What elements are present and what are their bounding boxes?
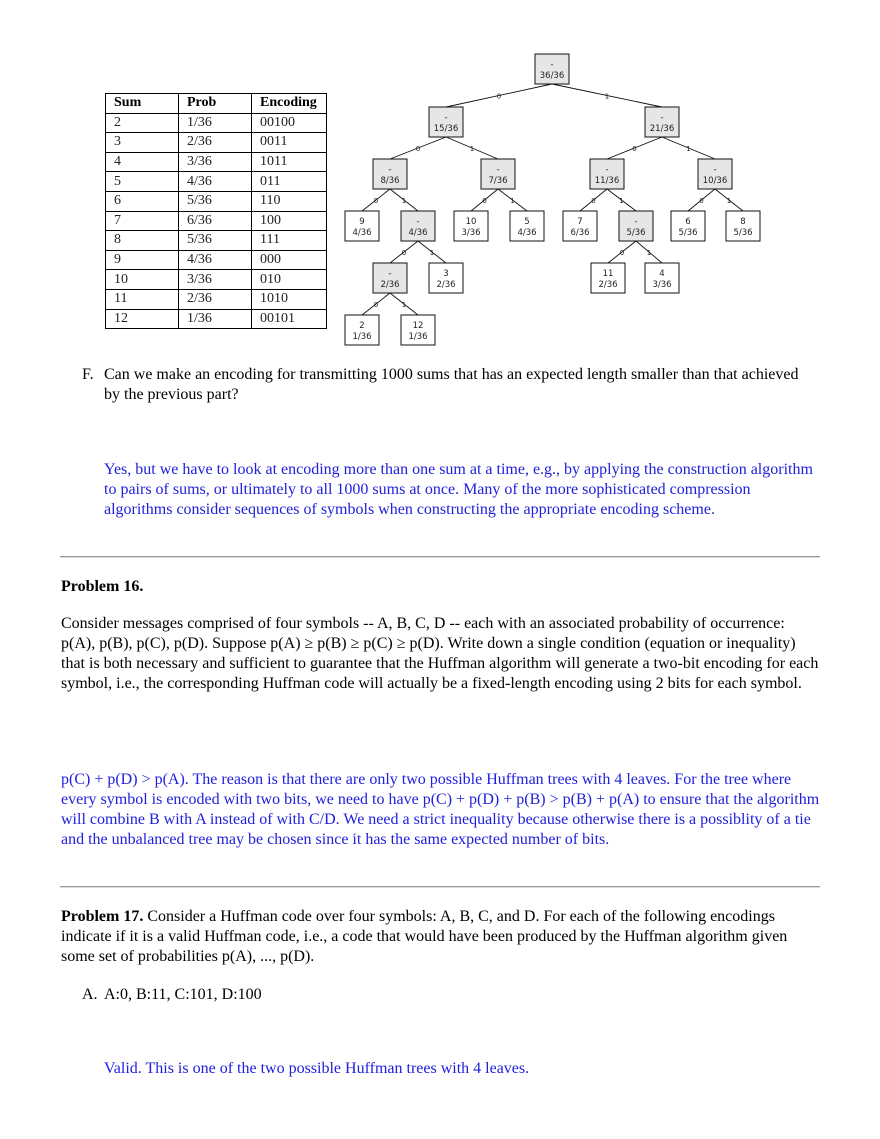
tree-node-probability: 1/36 — [352, 332, 372, 342]
tree-node — [345, 315, 379, 345]
table-cell-encoding: 100 — [252, 211, 327, 231]
tree-edge-label: 1 — [401, 301, 407, 309]
part-a-question: A:0, B:11, C:101, D:100 — [104, 986, 262, 1003]
tree-node — [429, 263, 463, 293]
tree-node-symbol: 11 — [602, 269, 614, 279]
tree-node — [454, 211, 488, 241]
tree-edge-label: 0 — [482, 197, 487, 205]
tree-node — [401, 211, 435, 241]
table-cell-encoding: 0011 — [252, 133, 327, 153]
tree-node — [645, 107, 679, 137]
table-row — [106, 211, 327, 231]
tree-node-symbol: - — [496, 165, 500, 175]
tree-edge-label: 1 — [469, 145, 475, 153]
tree-edge-label: 0 — [373, 197, 379, 205]
tree-node-symbol: - — [388, 269, 392, 279]
divider — [60, 886, 820, 888]
tree-node-probability: 3/36 — [461, 228, 481, 238]
problem-16-title: Problem 16. — [61, 578, 144, 595]
tree-node-symbol: 4 — [659, 269, 665, 279]
table-body — [106, 113, 327, 329]
table-cell-prob: 1/36 — [179, 309, 252, 329]
table-cell-encoding: 111 — [252, 231, 327, 251]
table-row — [106, 309, 327, 329]
table-cell-encoding: 1011 — [252, 152, 327, 172]
huffman-tree-diagram — [340, 50, 770, 350]
tree-node-symbol: - — [550, 60, 554, 70]
tree-node-probability: 2/36 — [598, 280, 618, 290]
tree-node — [563, 211, 597, 241]
table-cell-prob: 5/36 — [179, 191, 252, 211]
part-a-marker: A. — [82, 986, 98, 1003]
table-cell-sum: 4 — [106, 152, 179, 172]
tree-node-symbol: 7 — [577, 217, 583, 227]
tree-node-probability: 5/36 — [626, 228, 646, 238]
table-row — [106, 289, 327, 309]
tree-node — [698, 159, 732, 189]
table-row — [106, 191, 327, 211]
tree-edge-label: 1 — [510, 197, 515, 205]
tree-edge-label: 1 — [686, 145, 691, 153]
tree-node — [619, 211, 653, 241]
column-header-sum: Sum — [106, 94, 179, 114]
table-cell-encoding: 011 — [252, 172, 327, 192]
table-row — [106, 113, 327, 133]
tree-node-probability: 21/36 — [649, 124, 675, 134]
table-cell-encoding: 010 — [252, 270, 327, 290]
tree-node — [510, 211, 544, 241]
tree-node-symbol: 5 — [524, 217, 530, 227]
table-cell-prob: 4/36 — [179, 172, 252, 192]
tree-node-probability: 10/36 — [702, 176, 728, 186]
tree-node — [345, 211, 379, 241]
table-cell-prob: 1/36 — [179, 113, 252, 133]
tree-node-probability: 1/36 — [408, 332, 428, 342]
table-cell-encoding: 00100 — [252, 113, 327, 133]
tree-node-symbol: - — [444, 113, 448, 123]
table-cell-sum: 3 — [106, 133, 179, 153]
tree-node-symbol: - — [660, 113, 664, 123]
tree-node-probability: 3/36 — [652, 280, 672, 290]
tree-node-symbol: - — [388, 165, 392, 175]
table-cell-prob: 3/36 — [179, 152, 252, 172]
tree-node-symbol: 12 — [412, 321, 424, 331]
tree-node — [373, 263, 407, 293]
column-header-encoding: Encoding — [252, 94, 327, 114]
tree-node-probability: 5/36 — [733, 228, 753, 238]
tree-node-symbol: 6 — [685, 217, 691, 227]
table-cell-sum: 8 — [106, 231, 179, 251]
tree-node-probability: 2/36 — [380, 280, 400, 290]
table-row — [106, 152, 327, 172]
part-f-marker: F. — [82, 366, 94, 383]
tree-node — [535, 54, 569, 84]
problem-16-answer: p(C) + p(D) > p(A). The reason is that there are only two possible Huffman trees with 4 leaves. For the tree where every symbol is encoded with two bits, we need to have p(C) + p(D) + p(B) > p(B) + p(A) to ensure that the algorithm will combine B with A instead of with C/D. We need a strict inequality because otherwise there is a possiblity of a tie and the unbalanced tree may be chosen since it has the same expected number of bits. — [61, 771, 820, 848]
problem-16-text: Consider messages comprised of four symbols -- A, B, C, D -- each with an associated probability of occurrence: p(A), p(B), p(C), p(D). Suppose p(A) ≥ p(B) ≥ p(C) ≥ p(D). Write down a single condition (equation or inequality) that is both necessary and sufficient to guarantee that the Huffman algorithm will generate a two-bit encoding for each symbol, i.e., the corresponding Huffman code will actually be a fixed-length encoding using 2 bits for each symbol. — [61, 615, 819, 692]
tree-node-symbol: - — [634, 217, 638, 227]
tree-edge-label: 0 — [415, 145, 421, 153]
tree-edge-label: 0 — [373, 301, 379, 309]
tree-node-probability: 36/36 — [539, 71, 565, 81]
tree-node-symbol: 3 — [443, 269, 449, 279]
problem-17-block — [61, 907, 821, 967]
tree-node-symbol: 8 — [740, 217, 746, 227]
table-row — [106, 270, 327, 290]
tree-node — [645, 263, 679, 293]
table-cell-sum: 10 — [106, 270, 179, 290]
table-cell-sum: 7 — [106, 211, 179, 231]
tree-node — [401, 315, 435, 345]
tree-node-probability: 2/36 — [436, 280, 456, 290]
tree-node — [726, 211, 760, 241]
tree-node-symbol: 10 — [465, 217, 477, 227]
tree-node-symbol: 9 — [359, 217, 365, 227]
tree-edge-label: 0 — [632, 145, 637, 153]
tree-edge-label: 0 — [591, 197, 596, 205]
table-cell-prob: 5/36 — [179, 231, 252, 251]
tree-node — [481, 159, 515, 189]
table-row — [106, 231, 327, 251]
problem-17-title: Problem 17. — [61, 908, 144, 925]
tree-node-probability: 5/36 — [678, 228, 698, 238]
table-header-row — [106, 94, 327, 114]
table-cell-prob: 2/36 — [179, 289, 252, 309]
table-row — [106, 133, 327, 153]
table-cell-prob: 2/36 — [179, 133, 252, 153]
tree-node-symbol: - — [416, 217, 420, 227]
table-cell-sum: 12 — [106, 309, 179, 329]
table-cell-encoding: 000 — [252, 250, 327, 270]
tree-node — [429, 107, 463, 137]
tree-edge-label: 1 — [401, 197, 407, 205]
tree-node-probability: 11/36 — [594, 176, 620, 186]
problem-17-text: Consider a Huffman code over four symbols: A, B, C, and D. For each of the following encodings indicate if it is a valid Huffman code, i.e., a code that would have been produced by the Huffman algorithm given some set of probabilities p(A), ..., p(D). — [61, 908, 788, 965]
tree-node-symbol: - — [713, 165, 717, 175]
table-cell-sum: 2 — [106, 113, 179, 133]
tree-node-probability: 15/36 — [433, 124, 459, 134]
table-cell-sum: 11 — [106, 289, 179, 309]
tree-edge-label: 0 — [619, 249, 625, 257]
part-f-answer: Yes, but we have to look at encoding more than one sum at a time, e.g., by applying the construction algorithm to pairs of sums, or ultimately to all 1000 sums at once. Many of the more sophisticated compression algorithms consider sequences of symbols when constructing the appropriate encoding scheme. — [104, 461, 813, 518]
tree-edge-label: 0 — [401, 249, 407, 257]
tree-node-probability: 4/36 — [517, 228, 537, 238]
tree-node-probability: 7/36 — [488, 176, 508, 186]
table-row — [106, 172, 327, 192]
tree-edge-label: 1 — [429, 249, 435, 257]
tree-node-probability: 6/36 — [570, 228, 590, 238]
tree-edge-label: 0 — [699, 197, 704, 205]
tree-node-probability: 4/36 — [408, 228, 428, 238]
tree-node — [590, 159, 624, 189]
tree-edge-label: 0 — [496, 92, 502, 101]
tree-node — [671, 211, 705, 241]
table-cell-sum: 5 — [106, 172, 179, 192]
table-cell-encoding: 110 — [252, 191, 327, 211]
part-a-answer: Valid. This is one of the two possible Huffman trees with 4 leaves. — [104, 1060, 530, 1077]
tree-edge-label: 1 — [726, 197, 732, 205]
tree-node-symbol: - — [605, 165, 609, 175]
table-row — [106, 250, 327, 270]
divider — [60, 556, 820, 558]
tree-node — [591, 263, 625, 293]
table-cell-sum: 6 — [106, 191, 179, 211]
table-cell-prob: 4/36 — [179, 250, 252, 270]
tree-node-symbol: 2 — [359, 321, 365, 331]
tree-edge-label: 1 — [646, 249, 652, 257]
tree-node — [373, 159, 407, 189]
table-cell-encoding: 1010 — [252, 289, 327, 309]
part-f-question: Can we make an encoding for transmitting 1000 sums that has an expected length smaller than that achieved by the previous part? — [104, 366, 799, 403]
table-cell-sum: 9 — [106, 250, 179, 270]
tree-edge-label: 1 — [604, 92, 610, 101]
column-header-prob: Prob — [179, 94, 252, 114]
tree-node-probability: 8/36 — [380, 176, 400, 186]
encoding-table — [105, 93, 327, 329]
table-cell-prob: 6/36 — [179, 211, 252, 231]
table-cell-prob: 3/36 — [179, 270, 252, 290]
tree-node-probability: 4/36 — [352, 228, 372, 238]
tree-edge-label: 1 — [619, 197, 624, 205]
table-cell-encoding: 00101 — [252, 309, 327, 329]
